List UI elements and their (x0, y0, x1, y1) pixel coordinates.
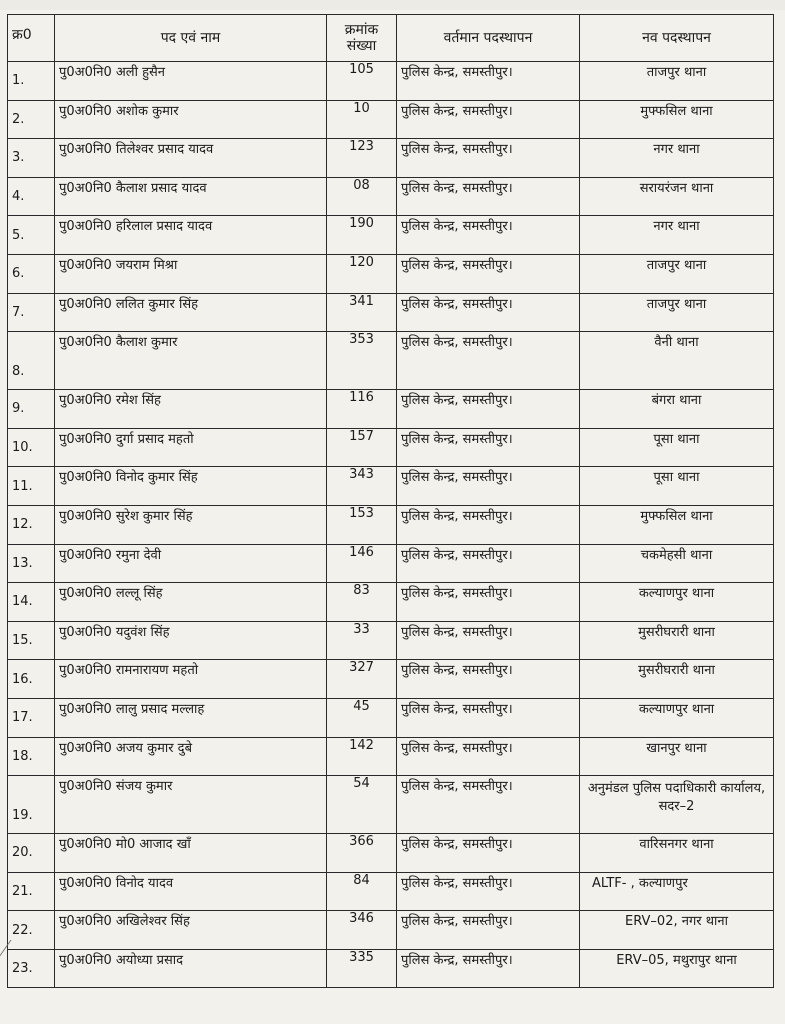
current-posting-cell: पुलिस केन्द्र, समस्तीपुर। (397, 139, 580, 178)
table-row (8, 177, 774, 216)
name-cell: पु0अ0नि0 रमेश सिंह (55, 390, 327, 429)
table-row (8, 254, 774, 293)
table-row (8, 216, 774, 255)
current-posting-cell: पुलिस केन्द्र, समस्तीपुर। (397, 911, 580, 950)
header-new-posting: नव पदस्थापन (580, 15, 774, 62)
serial-number-cell: 7. (8, 293, 55, 332)
new-posting-cell: नगर थाना (580, 139, 774, 178)
table-row (8, 834, 774, 873)
new-posting-cell: नगर थाना (580, 216, 774, 255)
name-cell: पु0अ0नि0 विनोद कुमार सिंह (55, 467, 327, 506)
serial-number-cell: 19. (8, 776, 55, 834)
header-name: पद एवं नाम (55, 15, 327, 62)
table-row (8, 293, 774, 332)
name-cell: पु0अ0नि0 ललित कुमार सिंह (55, 293, 327, 332)
number-cell: 153 (327, 505, 397, 544)
table-row (8, 467, 774, 506)
name-cell: पु0अ0नि0 कैलाश प्रसाद यादव (55, 177, 327, 216)
new-posting-cell: ERV–05, मथुरापुर थाना (580, 949, 774, 988)
table-row (8, 660, 774, 699)
current-posting-cell: पुलिस केन्द्र, समस्तीपुर। (397, 177, 580, 216)
number-cell: 146 (327, 544, 397, 583)
number-cell: 366 (327, 834, 397, 873)
table-row (8, 139, 774, 178)
serial-number-cell: 10. (8, 428, 55, 467)
current-posting-cell: पुलिस केन्द्र, समस्तीपुर। (397, 776, 580, 834)
current-posting-cell: पुलिस केन्द्र, समस्तीपुर। (397, 698, 580, 737)
serial-number-cell: 3. (8, 139, 55, 178)
name-cell: पु0अ0नि0 जयराम मिश्रा (55, 254, 327, 293)
current-posting-cell: पुलिस केन्द्र, समस्तीपुर। (397, 621, 580, 660)
current-posting-cell: पुलिस केन्द्र, समस्तीपुर। (397, 872, 580, 911)
number-cell: 54 (327, 776, 397, 834)
new-posting-cell: चकमेहसी थाना (580, 544, 774, 583)
serial-number-cell: 1. (8, 62, 55, 101)
name-cell: पु0अ0नि0 अजय कुमार दुबे (55, 737, 327, 776)
name-cell: पु0अ0नि0 लल्लू सिंह (55, 583, 327, 622)
current-posting-cell: पुलिस केन्द्र, समस्तीपुर। (397, 216, 580, 255)
number-cell: 120 (327, 254, 397, 293)
name-cell: पु0अ0नि0 दुर्गा प्रसाद महतो (55, 428, 327, 467)
new-posting-cell: वारिसनगर थाना (580, 834, 774, 873)
serial-number-cell: 2. (8, 100, 55, 139)
table-row (8, 621, 774, 660)
table-row (8, 911, 774, 950)
header-row (8, 15, 774, 62)
name-cell: पु0अ0नि0 सुरेश कुमार सिंह (55, 505, 327, 544)
new-posting-cell: ERV–02, नगर थाना (580, 911, 774, 950)
number-cell: 335 (327, 949, 397, 988)
name-cell: पु0अ0नि0 मो0 आजाद खाँ (55, 834, 327, 873)
current-posting-cell: पुलिस केन्द्र, समस्तीपुर। (397, 390, 580, 429)
new-posting-cell: ताजपुर थाना (580, 62, 774, 101)
name-cell: पु0अ0नि0 संजय कुमार (55, 776, 327, 834)
serial-number-cell: 12. (8, 505, 55, 544)
number-cell: 10 (327, 100, 397, 139)
number-cell: 157 (327, 428, 397, 467)
table-row (8, 428, 774, 467)
table-row (8, 390, 774, 429)
transfer-table (7, 14, 774, 988)
current-posting-cell: पुलिस केन्द्र, समस्तीपुर। (397, 544, 580, 583)
new-posting-cell: कल्याणपुर थाना (580, 698, 774, 737)
serial-number-cell: 23. (8, 949, 55, 988)
table-row (8, 544, 774, 583)
serial-number-cell: 20. (8, 834, 55, 873)
number-cell: 142 (327, 737, 397, 776)
name-cell: पु0अ0नि0 लालु प्रसाद मल्लाह (55, 698, 327, 737)
serial-number-cell: 15. (8, 621, 55, 660)
table-row (8, 100, 774, 139)
current-posting-cell: पुलिस केन्द्र, समस्तीपुर। (397, 62, 580, 101)
number-cell: 105 (327, 62, 397, 101)
page-top-cropped-text (0, 0, 785, 10)
number-cell: 190 (327, 216, 397, 255)
serial-number-cell: 22. (8, 911, 55, 950)
new-posting-cell: अनुमंडल पुलिस पदाधिकारी कार्यालय, सदर–2 (580, 776, 774, 834)
name-cell: पु0अ0नि0 अली हुसैन (55, 62, 327, 101)
table-row (8, 583, 774, 622)
current-posting-cell: पुलिस केन्द्र, समस्तीपुर। (397, 254, 580, 293)
number-cell: 33 (327, 621, 397, 660)
current-posting-cell: पुलिस केन्द्र, समस्तीपुर। (397, 467, 580, 506)
new-posting-cell: मुफ्फसिल थाना (580, 100, 774, 139)
table-row (8, 698, 774, 737)
serial-number-cell: 17. (8, 698, 55, 737)
number-cell: 346 (327, 911, 397, 950)
new-posting-cell: मुफ्फसिल थाना (580, 505, 774, 544)
serial-number-cell: 13. (8, 544, 55, 583)
current-posting-cell: पुलिस केन्द्र, समस्तीपुर। (397, 834, 580, 873)
serial-number-cell: 9. (8, 390, 55, 429)
table-row (8, 872, 774, 911)
new-posting-cell: ताजपुर थाना (580, 293, 774, 332)
table-row (8, 332, 774, 390)
table-row (8, 62, 774, 101)
new-posting-cell: बंगरा थाना (580, 390, 774, 429)
serial-number-cell: 5. (8, 216, 55, 255)
header-sn: क्र0 (8, 15, 55, 62)
table-row (8, 505, 774, 544)
serial-number-cell: 16. (8, 660, 55, 699)
table-row (8, 737, 774, 776)
number-cell: 84 (327, 872, 397, 911)
number-cell: 45 (327, 698, 397, 737)
table-row (8, 949, 774, 988)
serial-number-cell: 21. (8, 872, 55, 911)
serial-number-cell: 14. (8, 583, 55, 622)
name-cell: पु0अ0नि0 रामनारायण महतो (55, 660, 327, 699)
number-cell: 327 (327, 660, 397, 699)
number-cell: 353 (327, 332, 397, 390)
new-posting-cell: पूसा थाना (580, 467, 774, 506)
name-cell: पु0अ0नि0 कैलाश कुमार (55, 332, 327, 390)
current-posting-cell: पुलिस केन्द्र, समस्तीपुर। (397, 949, 580, 988)
number-cell: 83 (327, 583, 397, 622)
new-posting-cell: मुसरीघरारी थाना (580, 621, 774, 660)
current-posting-cell: पुलिस केन्द्र, समस्तीपुर। (397, 737, 580, 776)
number-cell: 08 (327, 177, 397, 216)
current-posting-cell: पुलिस केन्द्र, समस्तीपुर। (397, 293, 580, 332)
name-cell: पु0अ0नि0 अशोक कुमार (55, 100, 327, 139)
name-cell: पु0अ0नि0 यदुवंश सिंह (55, 621, 327, 660)
new-posting-cell: सरायरंजन थाना (580, 177, 774, 216)
table-row (8, 776, 774, 834)
serial-number-cell: 4. (8, 177, 55, 216)
new-posting-cell: खानपुर थाना (580, 737, 774, 776)
new-posting-cell: ALTF- , कल्याणपुर (580, 872, 774, 911)
number-cell: 341 (327, 293, 397, 332)
serial-number-cell: 18. (8, 737, 55, 776)
serial-number-cell: 6. (8, 254, 55, 293)
header-current-posting: वर्तमान पदस्थापन (397, 15, 580, 62)
current-posting-cell: पुलिस केन्द्र, समस्तीपुर। (397, 505, 580, 544)
number-cell: 343 (327, 467, 397, 506)
current-posting-cell: पुलिस केन्द्र, समस्तीपुर। (397, 583, 580, 622)
current-posting-cell: पुलिस केन्द्र, समस्तीपुर। (397, 428, 580, 467)
new-posting-cell: ताजपुर थाना (580, 254, 774, 293)
current-posting-cell: पुलिस केन्द्र, समस्तीपुर। (397, 660, 580, 699)
serial-number-cell: 8. (8, 332, 55, 390)
name-cell: पु0अ0नि0 हरिलाल प्रसाद यादव (55, 216, 327, 255)
new-posting-cell: कल्याणपुर थाना (580, 583, 774, 622)
name-cell: पु0अ0नि0 रमुना देवी (55, 544, 327, 583)
table-body (8, 62, 774, 988)
name-cell: पु0अ0नि0 तिलेश्वर प्रसाद यादव (55, 139, 327, 178)
number-cell: 116 (327, 390, 397, 429)
serial-number-cell: 11. (8, 467, 55, 506)
new-posting-cell: पूसा थाना (580, 428, 774, 467)
new-posting-cell: मुसरीघरारी थाना (580, 660, 774, 699)
current-posting-cell: पुलिस केन्द्र, समस्तीपुर। (397, 332, 580, 390)
header-number: क्रमांक संख्या (327, 15, 397, 62)
new-posting-cell: वैनी थाना (580, 332, 774, 390)
name-cell: पु0अ0नि0 विनोद यादव (55, 872, 327, 911)
name-cell: पु0अ0नि0 अखिलेश्वर सिंह (55, 911, 327, 950)
current-posting-cell: पुलिस केन्द्र, समस्तीपुर। (397, 100, 580, 139)
number-cell: 123 (327, 139, 397, 178)
name-cell: पु0अ0नि0 अयोध्या प्रसाद (55, 949, 327, 988)
